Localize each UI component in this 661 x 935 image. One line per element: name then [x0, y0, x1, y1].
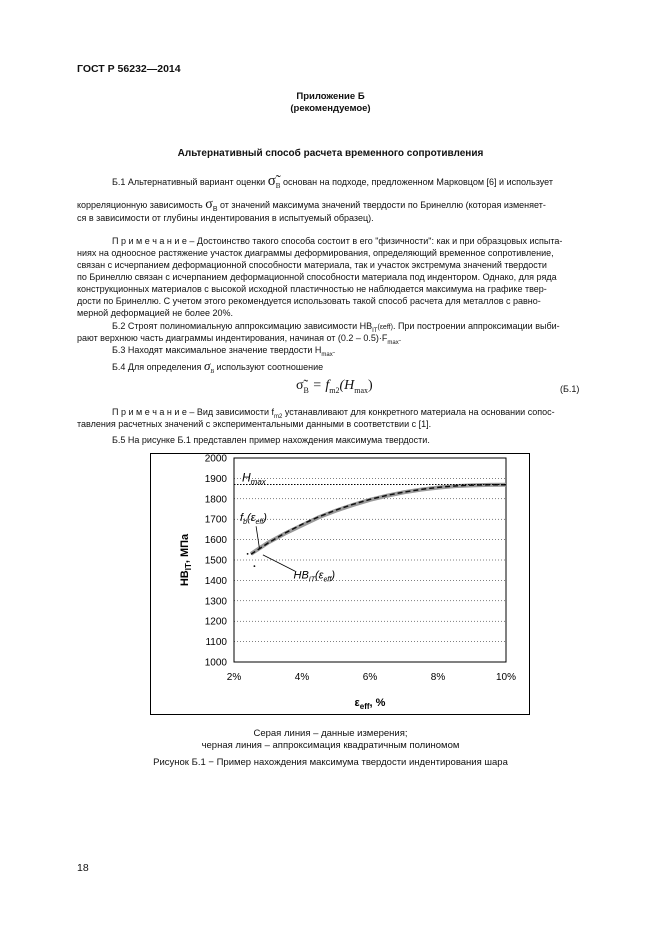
sigma-tilde-symbol: σ̃ — [267, 173, 276, 189]
data-dot — [247, 553, 249, 555]
note1-line4: по Бринеллю связан с исчерпанием деформационной способности материала под индентором. Однако, для ряда — [77, 272, 557, 282]
b2-sub-it: IT — [372, 327, 378, 334]
x-tick-label: 10% — [495, 672, 517, 683]
formula-rhs-sub: m2 — [329, 385, 340, 395]
paragraph-b1-cont3: ся в зависимости от глубины индентирования в испытуемый образец). — [77, 213, 374, 223]
formula-b1 — [296, 378, 373, 395]
fb-sub: b — [243, 519, 247, 527]
hmax-label-sub: max — [250, 477, 266, 487]
y-tick-label: 1600 — [204, 535, 227, 547]
figure-caption-line1: Серая линия – данные измерения; — [253, 728, 408, 739]
x-title-main: ε — [354, 697, 360, 709]
x-tick-label: 6% — [362, 672, 378, 683]
note2-text: П р и м е ч а н и е – Вид зависимости f — [112, 407, 274, 417]
data-dot — [254, 565, 256, 567]
formula-arg-sub: max — [354, 385, 369, 395]
y-tick-label: 1900 — [204, 473, 227, 485]
formula-rhs: = f — [312, 378, 330, 393]
x-title-unit: , % — [369, 697, 386, 709]
appendix-subtitle: (рекомендуемое) — [290, 103, 371, 114]
note1-line3: связан с исчерпанием деформационной способности материала, так и участок экстремума значений твердости — [77, 260, 547, 270]
b4-sigma-sub: В — [210, 368, 215, 375]
y-title-unit: , МПа — [179, 533, 191, 564]
paragraph-b3: Б.3 Находят максимальное значение твердости $H_{max}$. — [112, 345, 336, 358]
note1-line6: дости по Бринеллю. С учетом этого рекомендуется использовать такой способ расчета для металлов с равно- — [77, 296, 541, 306]
formula-arg: (H — [339, 378, 355, 393]
sigma-sub-b2: В — [212, 205, 218, 213]
b2-eps-eff: (εeff) — [377, 324, 393, 331]
b2-text: Б.2 Строят полиномиальную аппроксимацию зависимости HB — [112, 321, 373, 331]
b1-text-mid: основан на подходе, предложенном Марковцом [6] и использует — [282, 177, 553, 187]
section-title: Альтернативный способ расчета временного сопротивления — [177, 148, 484, 159]
y-tick-label: 1800 — [204, 494, 227, 506]
y-tick-label: 1200 — [204, 616, 227, 628]
note2-text-end: устанавливают для конкретного материала на основании сопос- — [284, 407, 555, 417]
b3-text: Б.3 Находят максимальное значение твердости H — [112, 345, 322, 355]
y-tick-label: 1700 — [204, 514, 227, 526]
fb-main: f — [240, 512, 244, 525]
x-tick-label: 8% — [430, 672, 446, 683]
hb-close: ) — [331, 569, 335, 582]
y-tick-label: 1100 — [205, 637, 227, 649]
b2-text-end: . При построении аппроксимации выби- — [392, 321, 560, 331]
y-tick-label: 1300 — [204, 596, 227, 608]
figure-b1-chart — [150, 453, 530, 715]
note1-line1: П р и м е ч а н и е – Достоинство такого способа состоит в его "физичности": как и при образцовых испыта- — [112, 236, 563, 246]
b2-fmax-sub: max — [387, 339, 399, 346]
note1-line7: мерной деформацией не более 20%. — [77, 308, 233, 318]
fb-close: ) — [263, 512, 267, 525]
formula-close: ) — [368, 378, 373, 393]
y-tick-label: 2000 — [204, 453, 227, 465]
note1-line5: конструкционных материалов с высокой исходной пластичностью не наблюдается максимума на графике твер- — [77, 284, 547, 294]
y-tick-label: 1500 — [204, 555, 227, 567]
hmax-label: $H_{max}$ — [242, 470, 266, 487]
appendix-title: Приложение Б — [296, 91, 365, 102]
y-tick-label: 1000 — [204, 657, 227, 669]
hb-main: HB — [293, 569, 309, 582]
y-tick-label: 1400 — [204, 575, 227, 587]
b2-text-line2: рают верхнюю часть диаграммы индентирования, начиная от (0.2 – 0.5)·F — [77, 333, 388, 343]
paragraph-b1 — [112, 175, 553, 192]
x-tick-label: 2% — [226, 672, 242, 683]
paragraph-b2-line2: рают верхнюю часть диаграммы индентирования, начиная от $(0.2 - 0.5)\cdot F_{max}$. — [77, 333, 402, 346]
x-title-sub: eff — [359, 702, 370, 711]
paragraph-b4 — [112, 360, 323, 378]
y-axis-title — [179, 533, 193, 586]
b4-text-end: используют соотношение — [216, 362, 324, 372]
y-title-sub: IT — [184, 563, 193, 571]
standard-header: ГОСТ Р 56232—2014 — [77, 63, 181, 75]
b4-sigma-symbol: σ — [203, 358, 211, 373]
hb-arg: (ε — [315, 569, 324, 582]
fb-arg: (ε — [246, 512, 256, 525]
hb-arg-sub: eff — [323, 576, 332, 584]
sigma-symbol: σ — [205, 197, 213, 212]
b4-text-start: Б.4 Для определения — [112, 362, 202, 372]
note2-line2: тавления расчетных значений с экспериментальными данными в соответствии с [1]. — [77, 419, 432, 429]
page-number: 18 — [77, 862, 89, 874]
b1-text-cont1: корреляционную зависимость — [77, 200, 203, 210]
b3-hmax-sub: max — [321, 351, 333, 358]
figure-caption-line2: черная линия – аппроксимация квадратичным полиномом — [201, 740, 460, 751]
fb-arg-sub: eff — [255, 519, 264, 527]
sigma-sub-b: В — [275, 181, 281, 190]
formula-lhs-sub: В — [303, 385, 309, 395]
x-axis-title — [355, 697, 386, 711]
figure-title: Рисунок Б.1 − Пример нахождения максимума твердости индентирования шара — [153, 757, 508, 768]
equation-number: (Б.1) — [560, 384, 580, 394]
y-title-main: HB — [179, 570, 191, 587]
paragraph-b5: Б.5 На рисунке Б.1 представлен пример нахождения максимума твердости. — [112, 435, 430, 445]
formula-lhs: σ̃ — [296, 378, 304, 393]
note1-line2: ниях на одноосное растяжение участок диаграммы деформирования, определяющий временное сопротивление, — [77, 248, 554, 258]
b1-text-cont2: от значений максимума значений твердости по Бринеллю (которая изменяет- — [220, 200, 546, 210]
b1-text-start: Б.1 Альтернативный вариант оценки — [112, 177, 266, 187]
hb-sub: IT — [308, 576, 316, 584]
note2-sub: m2 — [274, 413, 283, 420]
x-tick-label: 4% — [294, 672, 310, 683]
